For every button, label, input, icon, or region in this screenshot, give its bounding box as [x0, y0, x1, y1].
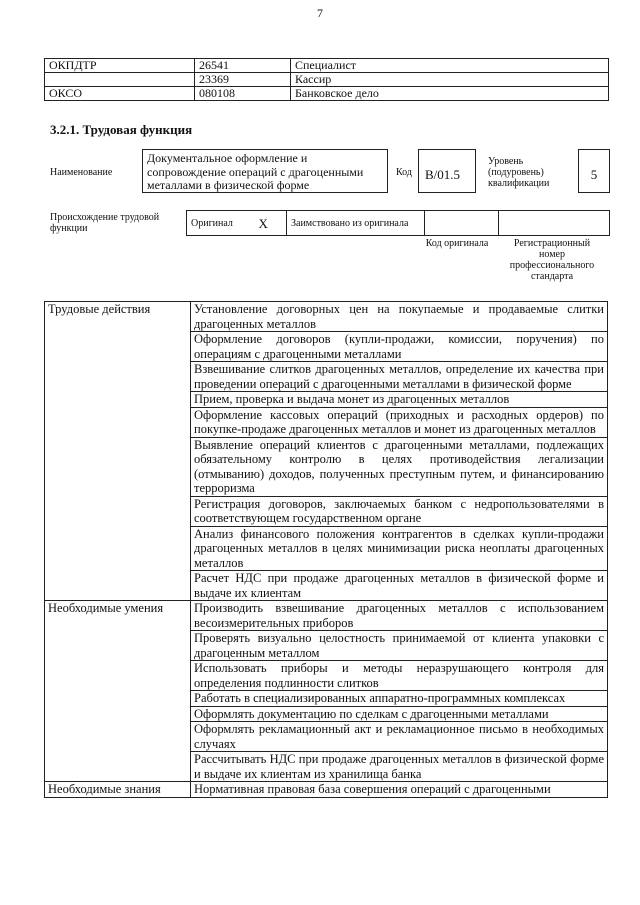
origin-table	[186, 210, 610, 236]
section-label: Трудовые действия	[45, 302, 191, 601]
function-code-box: В/01.5	[418, 149, 476, 193]
section-item: Производить взвешивание драгоценных металлов с использованием весоизмерительных приборов	[191, 601, 608, 631]
code-original-caption: Код оригинала	[425, 238, 489, 249]
classifier-cell: ОКСО	[45, 87, 195, 101]
page-number: 7	[317, 6, 323, 20]
name-label: Наименование	[50, 167, 113, 178]
section-item: Проверять визуально целостность принимаемой от клиента упаковки с драгоценным металлом	[191, 631, 608, 661]
function-details-table	[44, 301, 608, 798]
section-item: Прием, проверка и выдача монет из драгоценных металлов	[191, 392, 608, 408]
code-cell: 26541	[195, 59, 291, 73]
original-label: Оригинал	[187, 211, 255, 236]
section-label: Необходимые умения	[45, 601, 191, 782]
original-code-cell	[425, 211, 499, 236]
section-item: Нормативная правовая база совершения операций с драгоценными	[191, 782, 608, 798]
level-label: Уровень (подуровень) квалификации	[488, 156, 550, 189]
table-row	[187, 211, 610, 236]
classifier-codes-table	[44, 58, 609, 101]
function-name-box: Документальное оформление и сопровождение операций с драгоценными металлами в физической форме	[142, 149, 388, 193]
code-label: Код	[396, 167, 412, 178]
classifier-cell: ОКПДТР	[45, 59, 195, 73]
original-mark: X	[255, 211, 287, 236]
table-row	[45, 601, 608, 631]
section-title: 3.2.1. Трудовая функция	[50, 122, 193, 137]
section-item: Расчет НДС при продаже драгоценных металлов в физической форме и выдаче их клиентам	[191, 571, 608, 601]
section-item: Установление договорных цен на покупаемые и продаваемые слитки драгоценных металлов	[191, 302, 608, 332]
table-row	[45, 59, 609, 73]
section-item: Оформлять документацию по сделкам с драгоценными металлами	[191, 706, 608, 722]
table-row	[45, 73, 609, 87]
section-item: Регистрация договоров, заключаемых банком с недропользователями в соответствующем государственном органе	[191, 496, 608, 526]
section-item: Работать в специализированных аппаратно-программных комплексах	[191, 691, 608, 707]
classifier-cell	[45, 73, 195, 87]
section-item: Выявление операций клиентов с драгоценными металлами, подлежащих обязательному контролю в целях противодействия легализации (отмыванию) доходов, полученных преступным путем, и финансированию терроризма	[191, 437, 608, 496]
section-item: Оформление кассовых операций (приходных и расходных ордеров) по покупке-продаже драгоценных металлов и монет из драгоценных металлов	[191, 407, 608, 437]
code-cell: 23369	[195, 73, 291, 87]
registration-number-caption: Регистрационный номер профессионального стандарта	[509, 238, 595, 282]
section-item: Рассчитывать НДС при продаже драгоценных металлов в физической форме и выдаче их клиентам из хранилища банка	[191, 752, 608, 782]
borrowed-label: Заимствовано из оригинала	[287, 211, 425, 236]
table-row	[45, 87, 609, 101]
section-item: Анализ финансового положения контрагентов в сделках купли-продажи драгоценных металлов в целях минимизации риска неоплаты драгоценных металлов	[191, 526, 608, 571]
code-cell: 080108	[195, 87, 291, 101]
section-item: Оформлять рекламационный акт и рекламационное письмо в необходимых случаях	[191, 722, 608, 752]
section-item: Использовать приборы и методы неразрушающего контроля для определения подлинности слитков	[191, 661, 608, 691]
name-cell: Кассир	[291, 73, 609, 87]
section-label: Необходимые знания	[45, 782, 191, 798]
name-cell: Банковское дело	[291, 87, 609, 101]
section-item: Взвешивание слитков драгоценных металлов, определение их качества при проведении операций с драгоценными металлами в физической форме	[191, 362, 608, 392]
origin-label: Происхождение трудовой функции	[50, 212, 160, 234]
table-row	[45, 302, 608, 332]
table-row	[45, 782, 608, 798]
name-cell: Специалист	[291, 59, 609, 73]
section-item: Оформление договоров (купли-продажи, комиссии, поручения) по операциям с драгоценными металлами	[191, 332, 608, 362]
registration-number-cell	[499, 211, 610, 236]
level-value-box: 5	[578, 149, 610, 193]
